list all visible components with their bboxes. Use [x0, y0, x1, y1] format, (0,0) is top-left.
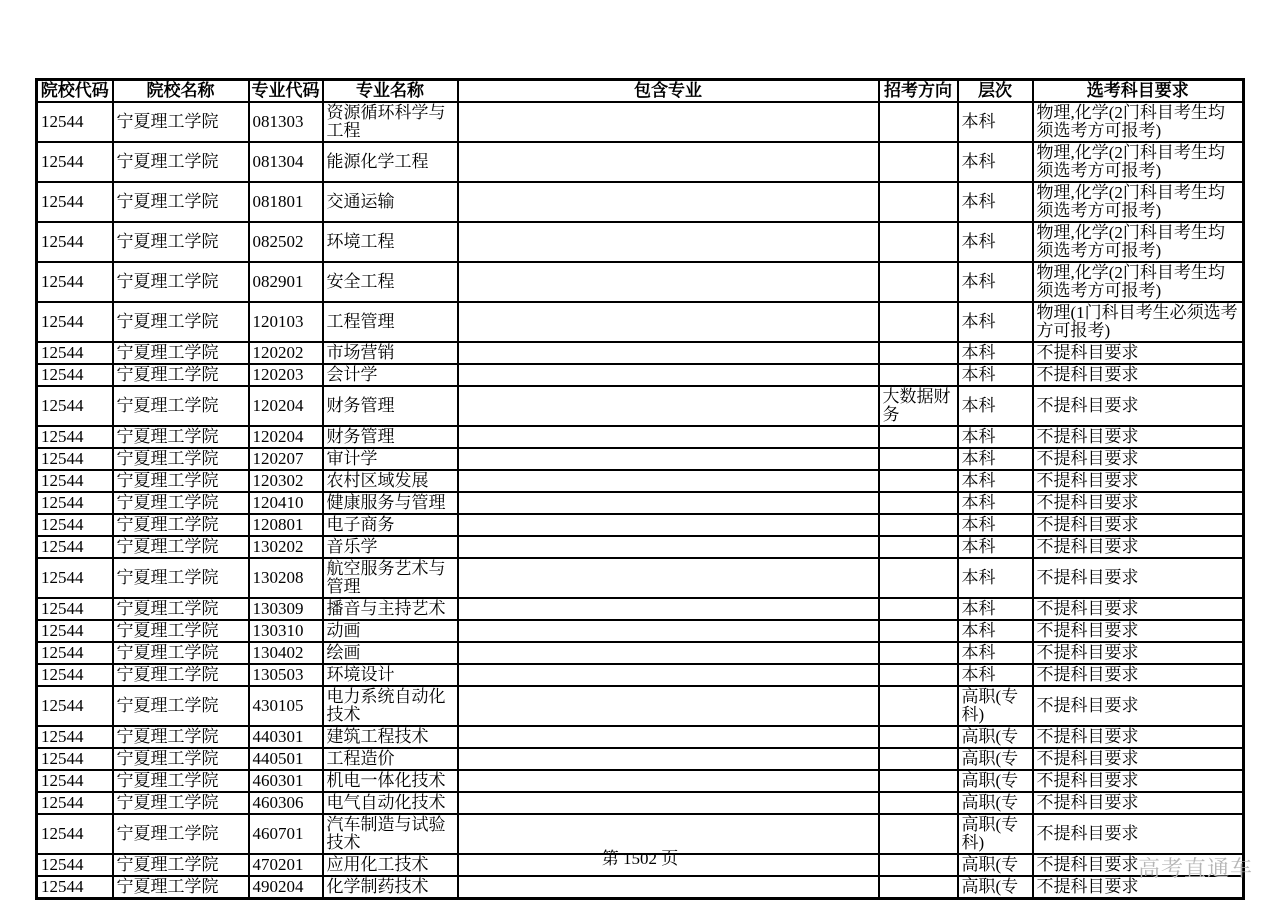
- cell-major_code: 120410: [249, 492, 323, 514]
- column-header-subject_requirements: 选考科目要求: [1033, 80, 1244, 103]
- cell-major_name: 电力系统自动化技术: [323, 686, 458, 726]
- table-row: [37, 598, 1244, 620]
- cell-college_code: 12544: [37, 262, 113, 302]
- cell-exam_direction: [879, 598, 958, 620]
- page-number: 第 1502 页: [601, 849, 679, 868]
- cell-exam_direction: [879, 302, 958, 342]
- cell-exam_direction: [879, 492, 958, 514]
- cell-included_majors: [458, 492, 879, 514]
- cell-college_name: 宁夏理工学院: [113, 426, 249, 448]
- cell-subject_requirements: 不提科目要求: [1033, 620, 1244, 642]
- cell-major_code: 081304: [249, 142, 323, 182]
- cell-level: 本科: [958, 448, 1033, 470]
- cell-exam_direction: [879, 770, 958, 792]
- cell-major_code: 130503: [249, 664, 323, 686]
- cell-level: 本科: [958, 142, 1033, 182]
- table-row: [37, 770, 1244, 792]
- admission-plan-table: [35, 78, 1245, 900]
- cell-exam_direction: [879, 364, 958, 386]
- cell-level: 高职(专科): [958, 814, 1033, 854]
- cell-major_name: 健康服务与管理: [323, 492, 458, 514]
- cell-major_code: 120302: [249, 470, 323, 492]
- cell-included_majors: [458, 558, 879, 598]
- cell-college_name: 宁夏理工学院: [113, 222, 249, 262]
- cell-college_name: 宁夏理工学院: [113, 770, 249, 792]
- cell-exam_direction: [879, 342, 958, 364]
- cell-college_code: 12544: [37, 302, 113, 342]
- cell-major_name: 动画: [323, 620, 458, 642]
- cell-exam_direction: [879, 642, 958, 664]
- table-row: [37, 386, 1244, 426]
- cell-college_code: 12544: [37, 342, 113, 364]
- cell-college_code: 12544: [37, 814, 113, 854]
- cell-subject_requirements: 不提科目要求: [1033, 558, 1244, 598]
- cell-college_name: 宁夏理工学院: [113, 814, 249, 854]
- cell-college_name: 宁夏理工学院: [113, 492, 249, 514]
- cell-subject_requirements: 不提科目要求: [1033, 470, 1244, 492]
- cell-college_name: 宁夏理工学院: [113, 342, 249, 364]
- cell-major_code: 120204: [249, 386, 323, 426]
- cell-college_code: 12544: [37, 854, 113, 876]
- cell-college_code: 12544: [37, 514, 113, 536]
- column-header-level: 层次: [958, 80, 1033, 103]
- cell-major_code: 081303: [249, 102, 323, 142]
- cell-major_code: 120204: [249, 426, 323, 448]
- cell-included_majors: [458, 386, 879, 426]
- cell-major_code: 440501: [249, 748, 323, 770]
- cell-college_name: 宁夏理工学院: [113, 620, 249, 642]
- cell-subject_requirements: 不提科目要求: [1033, 854, 1244, 876]
- cell-subject_requirements: 物理,化学(2门科目考生均须选考方可报考): [1033, 182, 1244, 222]
- cell-college_name: 宁夏理工学院: [113, 792, 249, 814]
- column-header-major_name: 专业名称: [323, 80, 458, 103]
- cell-subject_requirements: 不提科目要求: [1033, 598, 1244, 620]
- cell-major_code: 120103: [249, 302, 323, 342]
- cell-major_name: 财务管理: [323, 386, 458, 426]
- cell-included_majors: [458, 102, 879, 142]
- column-header-college_code: 院校代码: [37, 80, 113, 103]
- cell-college_name: 宁夏理工学院: [113, 686, 249, 726]
- table-row: [37, 364, 1244, 386]
- cell-exam_direction: [879, 262, 958, 302]
- cell-major_name: 播音与主持艺术: [323, 598, 458, 620]
- cell-level: 本科: [958, 514, 1033, 536]
- cell-major_name: 能源化学工程: [323, 142, 458, 182]
- cell-college_code: 12544: [37, 792, 113, 814]
- cell-exam_direction: [879, 102, 958, 142]
- cell-included_majors: [458, 686, 879, 726]
- cell-major_name: 化学制药技术: [323, 876, 458, 899]
- cell-level: 本科: [958, 470, 1033, 492]
- cell-college_name: 宁夏理工学院: [113, 470, 249, 492]
- cell-subject_requirements: 不提科目要求: [1033, 770, 1244, 792]
- cell-level: 本科: [958, 364, 1033, 386]
- cell-major_code: 460301: [249, 770, 323, 792]
- cell-level: 本科: [958, 302, 1033, 342]
- cell-major_code: 130202: [249, 536, 323, 558]
- table-row: [37, 748, 1244, 770]
- cell-college_code: 12544: [37, 182, 113, 222]
- cell-major_code: 120202: [249, 342, 323, 364]
- table-row: [37, 536, 1244, 558]
- cell-major_code: 081801: [249, 182, 323, 222]
- table-header-row: [37, 80, 1244, 103]
- cell-subject_requirements: 物理,化学(2门科目考生均须选考方可报考): [1033, 142, 1244, 182]
- table-row: [37, 470, 1244, 492]
- cell-exam_direction: [879, 448, 958, 470]
- cell-included_majors: [458, 642, 879, 664]
- cell-exam_direction: [879, 792, 958, 814]
- cell-college_code: 12544: [37, 386, 113, 426]
- cell-major_name: 环境工程: [323, 222, 458, 262]
- table-row: [37, 514, 1244, 536]
- cell-college_code: 12544: [37, 558, 113, 598]
- cell-major_code: 130402: [249, 642, 323, 664]
- cell-level: 高职(专: [958, 770, 1033, 792]
- table-row: [37, 448, 1244, 470]
- cell-included_majors: [458, 470, 879, 492]
- cell-college_code: 12544: [37, 448, 113, 470]
- cell-major_name: 农村区域发展: [323, 470, 458, 492]
- cell-exam_direction: [879, 558, 958, 598]
- cell-major_code: 120801: [249, 514, 323, 536]
- cell-exam_direction: [879, 620, 958, 642]
- cell-level: 本科: [958, 262, 1033, 302]
- cell-level: 高职(专: [958, 792, 1033, 814]
- cell-included_majors: [458, 748, 879, 770]
- cell-major_code: 130310: [249, 620, 323, 642]
- cell-major_code: 440301: [249, 726, 323, 748]
- cell-level: 本科: [958, 642, 1033, 664]
- cell-college_code: 12544: [37, 664, 113, 686]
- cell-included_majors: [458, 426, 879, 448]
- cell-level: 本科: [958, 536, 1033, 558]
- cell-subject_requirements: 不提科目要求: [1033, 642, 1244, 664]
- cell-major_name: 会计学: [323, 364, 458, 386]
- cell-college_name: 宁夏理工学院: [113, 876, 249, 899]
- cell-major_name: 机电一体化技术: [323, 770, 458, 792]
- cell-subject_requirements: 不提科目要求: [1033, 664, 1244, 686]
- cell-major_name: 汽车制造与试验技术: [323, 814, 458, 854]
- table-row: [37, 426, 1244, 448]
- cell-college_code: 12544: [37, 102, 113, 142]
- cell-included_majors: [458, 664, 879, 686]
- cell-included_majors: [458, 620, 879, 642]
- cell-college_name: 宁夏理工学院: [113, 142, 249, 182]
- table-row: [37, 142, 1244, 182]
- cell-level: 本科: [958, 342, 1033, 364]
- table-row: [37, 558, 1244, 598]
- cell-level: 高职(专: [958, 876, 1033, 899]
- table-row: [37, 492, 1244, 514]
- column-header-college_name: 院校名称: [113, 80, 249, 103]
- cell-subject_requirements: 物理(1门科目考生必须选考方可报考): [1033, 302, 1244, 342]
- cell-subject_requirements: 不提科目要求: [1033, 342, 1244, 364]
- cell-college_name: 宁夏理工学院: [113, 262, 249, 302]
- cell-level: 高职(专: [958, 726, 1033, 748]
- cell-included_majors: [458, 726, 879, 748]
- cell-level: 本科: [958, 492, 1033, 514]
- cell-college_code: 12544: [37, 492, 113, 514]
- cell-exam_direction: [879, 876, 958, 899]
- cell-college_code: 12544: [37, 598, 113, 620]
- cell-major_code: 082502: [249, 222, 323, 262]
- table-row: [37, 686, 1244, 726]
- cell-college_code: 12544: [37, 748, 113, 770]
- cell-exam_direction: [879, 664, 958, 686]
- cell-major_name: 建筑工程技术: [323, 726, 458, 748]
- cell-college_code: 12544: [37, 364, 113, 386]
- table-row: [37, 664, 1244, 686]
- cell-major_name: 应用化工技术: [323, 854, 458, 876]
- cell-subject_requirements: 不提科目要求: [1033, 686, 1244, 726]
- cell-included_majors: [458, 342, 879, 364]
- cell-major_code: 082901: [249, 262, 323, 302]
- cell-college_code: 12544: [37, 620, 113, 642]
- cell-major_name: 环境设计: [323, 664, 458, 686]
- cell-subject_requirements: 不提科目要求: [1033, 876, 1244, 899]
- cell-exam_direction: [879, 748, 958, 770]
- cell-level: 本科: [958, 222, 1033, 262]
- cell-level: 本科: [958, 620, 1033, 642]
- cell-college_name: 宁夏理工学院: [113, 302, 249, 342]
- cell-college_name: 宁夏理工学院: [113, 102, 249, 142]
- cell-major_name: 审计学: [323, 448, 458, 470]
- cell-level: 本科: [958, 426, 1033, 448]
- cell-major_code: 460306: [249, 792, 323, 814]
- cell-major_name: 资源循环科学与工程: [323, 102, 458, 142]
- table-row: [37, 726, 1244, 748]
- cell-subject_requirements: 不提科目要求: [1033, 364, 1244, 386]
- cell-subject_requirements: 不提科目要求: [1033, 748, 1244, 770]
- table-row: [37, 876, 1244, 899]
- cell-major_code: 120207: [249, 448, 323, 470]
- table-row: [37, 792, 1244, 814]
- table-row: [37, 642, 1244, 664]
- cell-subject_requirements: 物理,化学(2门科目考生均须选考方可报考): [1033, 262, 1244, 302]
- cell-subject_requirements: 不提科目要求: [1033, 792, 1244, 814]
- cell-included_majors: [458, 222, 879, 262]
- cell-included_majors: [458, 770, 879, 792]
- cell-college_name: 宁夏理工学院: [113, 854, 249, 876]
- cell-major_name: 航空服务艺术与管理: [323, 558, 458, 598]
- cell-exam_direction: [879, 514, 958, 536]
- cell-exam_direction: [879, 142, 958, 182]
- cell-college_name: 宁夏理工学院: [113, 514, 249, 536]
- cell-included_majors: [458, 262, 879, 302]
- cell-included_majors: [458, 364, 879, 386]
- cell-subject_requirements: 物理,化学(2门科目考生均须选考方可报考): [1033, 222, 1244, 262]
- cell-subject_requirements: 不提科目要求: [1033, 492, 1244, 514]
- cell-major_code: 130208: [249, 558, 323, 598]
- cell-level: 本科: [958, 664, 1033, 686]
- cell-major_code: 490204: [249, 876, 323, 899]
- cell-major_name: 工程管理: [323, 302, 458, 342]
- cell-included_majors: [458, 536, 879, 558]
- cell-level: 本科: [958, 182, 1033, 222]
- cell-subject_requirements: 不提科目要求: [1033, 386, 1244, 426]
- cell-exam_direction: [879, 726, 958, 748]
- cell-included_majors: [458, 598, 879, 620]
- cell-major_name: 市场营销: [323, 342, 458, 364]
- cell-college_code: 12544: [37, 536, 113, 558]
- cell-exam_direction: [879, 182, 958, 222]
- cell-college_name: 宁夏理工学院: [113, 448, 249, 470]
- cell-college_code: 12544: [37, 876, 113, 899]
- cell-included_majors: [458, 142, 879, 182]
- cell-level: 本科: [958, 386, 1033, 426]
- cell-level: 本科: [958, 598, 1033, 620]
- cell-major_code: 120203: [249, 364, 323, 386]
- cell-major_code: 470201: [249, 854, 323, 876]
- cell-college_code: 12544: [37, 470, 113, 492]
- cell-college_name: 宁夏理工学院: [113, 598, 249, 620]
- cell-college_code: 12544: [37, 770, 113, 792]
- table-row: [37, 302, 1244, 342]
- column-header-major_code: 专业代码: [249, 80, 323, 103]
- cell-major_name: 电气自动化技术: [323, 792, 458, 814]
- cell-subject_requirements: 不提科目要求: [1033, 726, 1244, 748]
- cell-college_name: 宁夏理工学院: [113, 558, 249, 598]
- cell-level: 高职(专科): [958, 686, 1033, 726]
- cell-subject_requirements: 不提科目要求: [1033, 814, 1244, 854]
- cell-college_name: 宁夏理工学院: [113, 748, 249, 770]
- cell-exam_direction: [879, 686, 958, 726]
- table-row: [37, 102, 1244, 142]
- cell-level: 本科: [958, 102, 1033, 142]
- cell-major_name: 财务管理: [323, 426, 458, 448]
- cell-college_code: 12544: [37, 222, 113, 262]
- table-row: [37, 262, 1244, 302]
- cell-college_name: 宁夏理工学院: [113, 642, 249, 664]
- cell-exam_direction: [879, 222, 958, 262]
- cell-college_name: 宁夏理工学院: [113, 386, 249, 426]
- cell-major_name: 电子商务: [323, 514, 458, 536]
- cell-college_code: 12544: [37, 426, 113, 448]
- cell-subject_requirements: 不提科目要求: [1033, 536, 1244, 558]
- cell-subject_requirements: 物理,化学(2门科目考生均须选考方可报考): [1033, 102, 1244, 142]
- cell-level: 高职(专: [958, 854, 1033, 876]
- watermark-logo: 高考直通车: [1137, 856, 1253, 881]
- cell-included_majors: [458, 514, 879, 536]
- cell-college_code: 12544: [37, 142, 113, 182]
- cell-level: 高职(专: [958, 748, 1033, 770]
- cell-major_code: 430105: [249, 686, 323, 726]
- cell-college_code: 12544: [37, 726, 113, 748]
- table-row: [37, 222, 1244, 262]
- cell-included_majors: [458, 182, 879, 222]
- cell-college_name: 宁夏理工学院: [113, 664, 249, 686]
- cell-major_code: 130309: [249, 598, 323, 620]
- cell-college_code: 12544: [37, 686, 113, 726]
- cell-major_name: 音乐学: [323, 536, 458, 558]
- cell-college_code: 12544: [37, 642, 113, 664]
- cell-subject_requirements: 不提科目要求: [1033, 514, 1244, 536]
- column-header-exam_direction: 招考方向: [879, 80, 958, 103]
- cell-major_name: 绘画: [323, 642, 458, 664]
- cell-major_code: 460701: [249, 814, 323, 854]
- cell-exam_direction: 大数据财务: [879, 386, 958, 426]
- cell-included_majors: [458, 448, 879, 470]
- cell-level: 本科: [958, 558, 1033, 598]
- cell-included_majors: [458, 792, 879, 814]
- cell-subject_requirements: 不提科目要求: [1033, 448, 1244, 470]
- cell-major_name: 交通运输: [323, 182, 458, 222]
- table-row: [37, 620, 1244, 642]
- cell-included_majors: [458, 876, 879, 899]
- cell-college_name: 宁夏理工学院: [113, 364, 249, 386]
- cell-exam_direction: [879, 426, 958, 448]
- cell-exam_direction: [879, 536, 958, 558]
- cell-college_name: 宁夏理工学院: [113, 182, 249, 222]
- cell-major_name: 安全工程: [323, 262, 458, 302]
- cell-college_name: 宁夏理工学院: [113, 536, 249, 558]
- cell-exam_direction: [879, 470, 958, 492]
- table-row: [37, 342, 1244, 364]
- cell-included_majors: [458, 302, 879, 342]
- table-row: [37, 182, 1244, 222]
- cell-major_name: 工程造价: [323, 748, 458, 770]
- column-header-included_majors: 包含专业: [458, 80, 879, 103]
- cell-college_name: 宁夏理工学院: [113, 726, 249, 748]
- cell-subject_requirements: 不提科目要求: [1033, 426, 1244, 448]
